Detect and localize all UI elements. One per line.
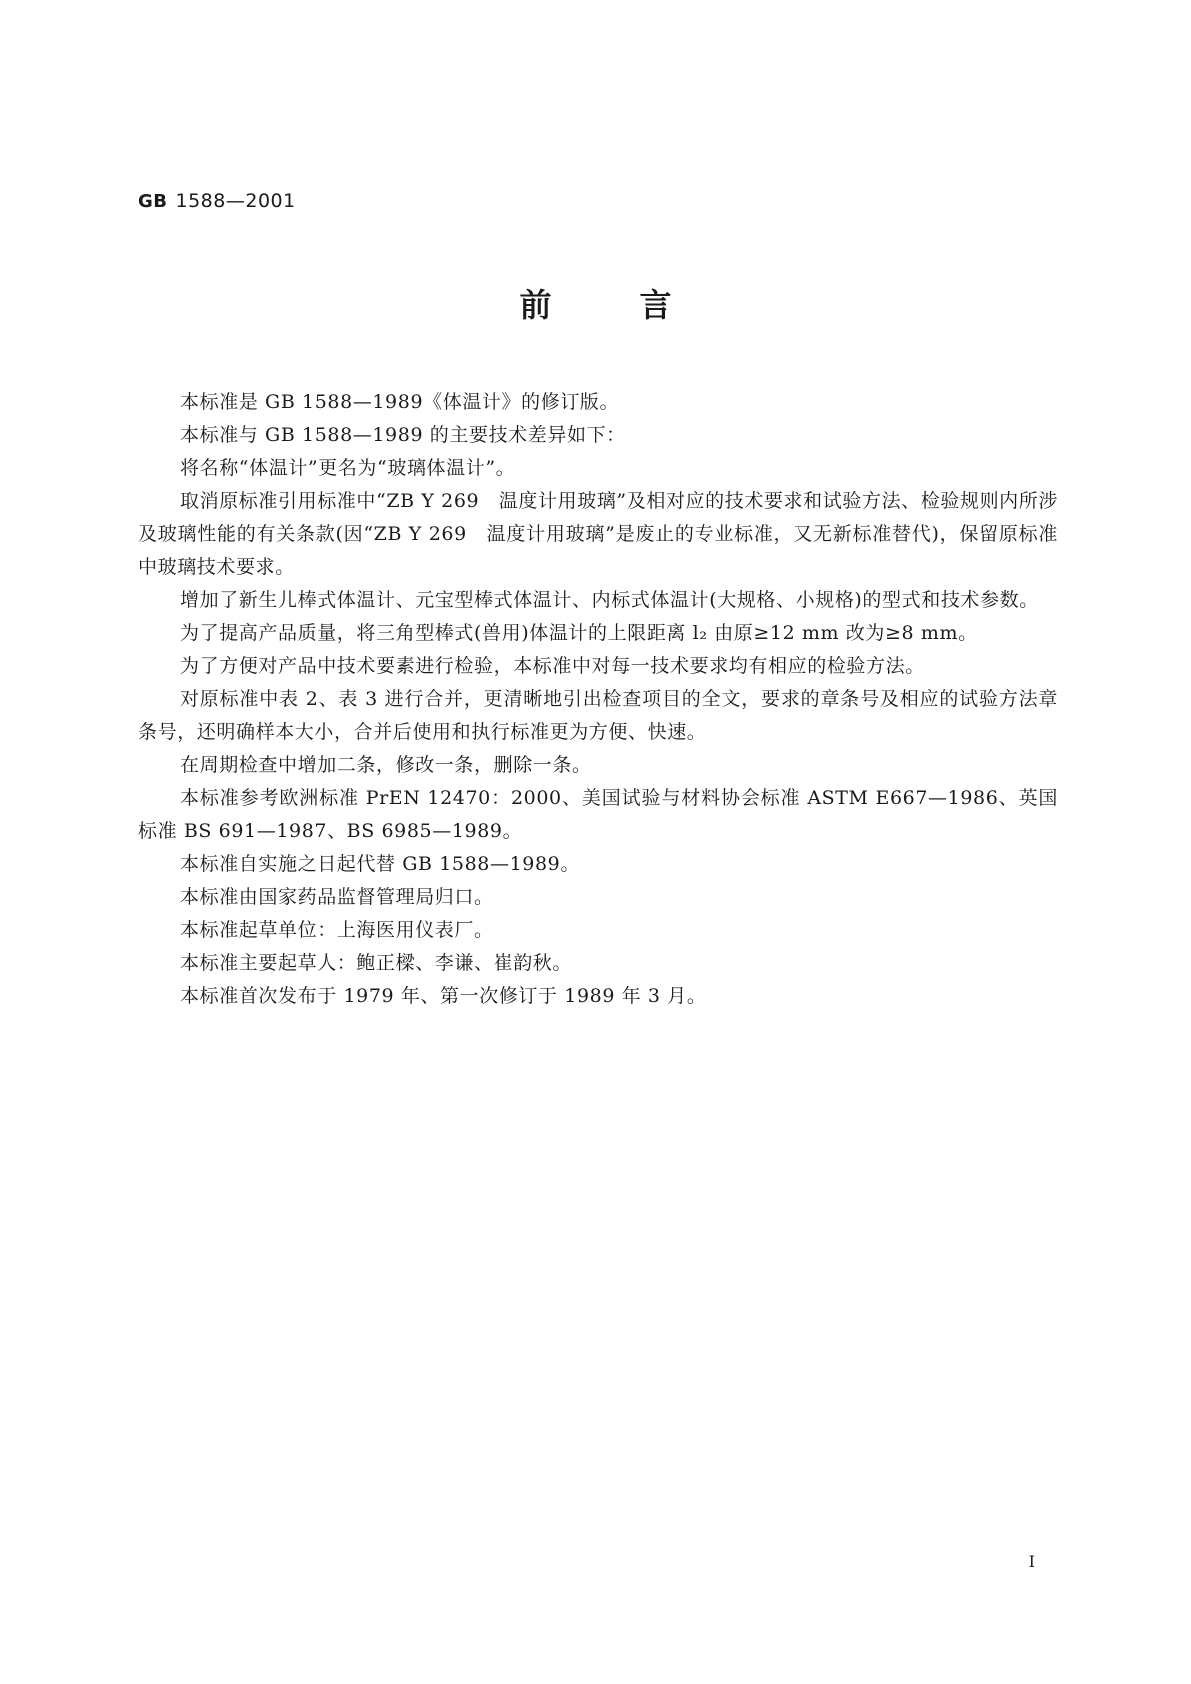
title-char-2: 言 xyxy=(639,286,672,324)
paragraph-6: 为了提高产品质量，将三角型棒式(兽用)体温计的上限距离 l₂ 由原≥12 mm 改为≥8 mm。 xyxy=(180,622,978,644)
paragraph-12: 本标准由国家药品监督管理局归口。 xyxy=(180,886,494,908)
paragraph-4: 取消原标准引用标准中“ZB Y 269 温度计用玻璃”及相对应的技术要求和试验方法、检验规则内所涉及玻璃性能的有关条款(因“ZB Y 269 温度计用玻璃”是废止的专业标准，又无新标准替代)，保留原标准中玻璃技术要求。 xyxy=(138,490,1058,578)
foreword-body xyxy=(138,386,1058,1013)
page-title xyxy=(0,280,1191,326)
title-char-1: 前 xyxy=(519,286,552,324)
paragraph-7: 为了方便对产品中技术要素进行检验，本标准中对每一技术要求均有相应的检验方法。 xyxy=(180,655,925,677)
paragraph-1: 本标准是 GB 1588—1989《体温计》的修订版。 xyxy=(180,391,620,413)
standard-prefix: GB xyxy=(138,191,168,212)
paragraph-8: 对原标准中表 2、表 3 进行合并，更清晰地引出检查项目的全文，要求的章条号及相应的试验方法章条号，还明确样本大小，合并后使用和执行标准更为方便、快速。 xyxy=(138,688,1058,743)
paragraph-11: 本标准自实施之日起代替 GB 1588—1989。 xyxy=(180,853,580,875)
page-number: I xyxy=(1028,1552,1035,1571)
paragraph-13: 本标准起草单位：上海医用仪表厂。 xyxy=(180,919,494,941)
paragraph-14: 本标准主要起草人：鲍正樑、李谦、崔韵秋。 xyxy=(180,952,573,974)
paragraph-3: 将名称“体温计”更名为“玻璃体温计”。 xyxy=(180,457,516,479)
paragraph-5: 增加了新生儿棒式体温计、元宝型棒式体温计、内标式体温计(大规格、小规格)的型式和技术参数。 xyxy=(180,589,1039,611)
paragraph-2: 本标准与 GB 1588—1989 的主要技术差异如下： xyxy=(180,424,626,446)
paragraph-10: 本标准参考欧洲标准 PrEN 12470：2000、美国试验与材料协会标准 ASTM E667—1986、英国标准 BS 691—1987、BS 6985—1989。 xyxy=(138,787,1058,842)
standard-code xyxy=(138,188,296,212)
paragraph-9: 在周期检查中增加二条，修改一条，删除一条。 xyxy=(180,754,592,776)
paragraph-15: 本标准首次发布于 1979 年、第一次修订于 1989 年 3 月。 xyxy=(180,985,707,1007)
standard-number: 1588—2001 xyxy=(175,190,296,212)
